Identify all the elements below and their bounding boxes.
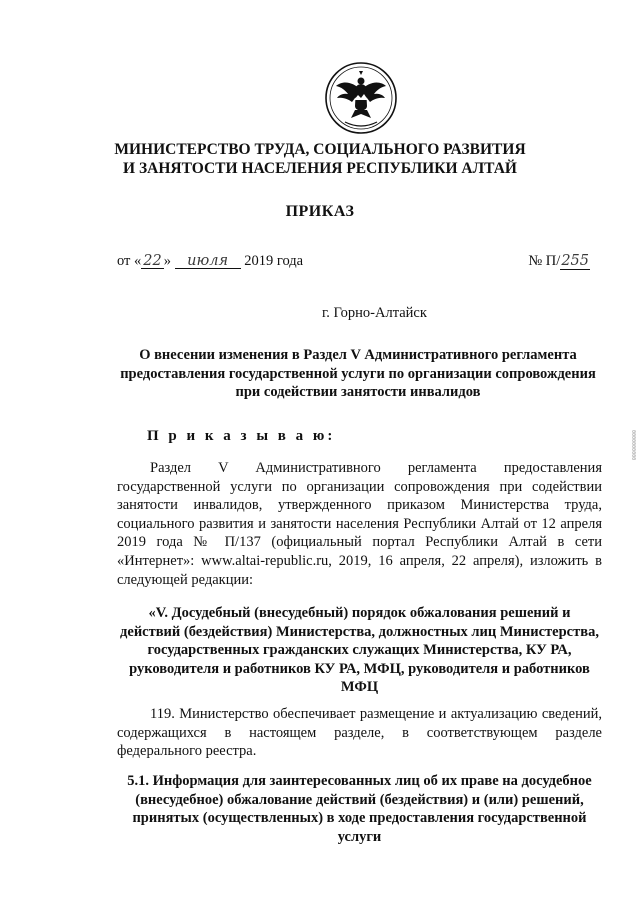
date-mid: » [163, 253, 171, 269]
city-name: г. Горно-Алтайск [322, 305, 427, 321]
date-day: 22 [143, 253, 162, 269]
order-number [528, 253, 590, 270]
date-year: 2019 года [244, 253, 304, 269]
paragraph-119: 119. Министерство обеспечивает размещение и актуализацию сведений, содержащихся в настоящем разделе, в соответствующем разделе федерального реестра. [117, 706, 602, 760]
paragraph-1: Раздел V Административного регламента предоставления государственной услуги по организации сопровождения при содействии занятости инвалидов, утвержденного приказом Министерства труда, социального развития и занятости населения Республики Алтай от 12 апреля 2019 года № П/137 (официальный портал Республики Алтай в сети «Интернет»: www.altai-republic.ru, 2019, 16 апреля, 22 апреля), изложить в следующей редакции: [117, 460, 602, 588]
order-directive: П р и к а з ы в а ю: [147, 428, 336, 444]
number-prefix: № П/ [528, 253, 561, 269]
altai-republic-emblem-icon [323, 60, 399, 136]
section-5-1-title: 5.1. Информация для заинтересованных лиц об их праве на досудебное (внесудебное) обжалование действий (бездействия) и (или) решений, принятых (осуществленных) в ходе предоставления государственной услуги [127, 773, 592, 845]
date-month: июля [175, 254, 241, 269]
section-v-title: «V. Досудебный (внесудебный) порядок обжалования решений и действий (бездействия) Министерства, должностных лиц Министерства, государственных гражданских служащих Министерства, КУ РА, руководителя и работников КУ РА, МФЦ, руководителя и работников МФЦ [120, 605, 599, 696]
ministry-name-line1: МИНИСТЕРСТВО ТРУДА, СОЦИАЛЬНОГО РАЗВИТИЯ [114, 141, 526, 158]
document-type-title: ПРИКАЗ [285, 203, 355, 220]
order-subject: О внесении изменения в Раздел V Административного регламента предоставления государственной услуги по организации сопровождения при содействии занятости инвалидов [120, 347, 596, 400]
ministry-name-line2: И ЗАНЯТОСТИ НАСЕЛЕНИЯ РЕСПУБЛИКИ АЛТАЙ [123, 160, 517, 177]
number-value: 255 [561, 253, 589, 269]
side-registration-mark: 0000000000 [630, 430, 636, 461]
date-prefix: от « [117, 253, 142, 269]
ministry-name [0, 140, 640, 178]
order-date [117, 253, 303, 270]
